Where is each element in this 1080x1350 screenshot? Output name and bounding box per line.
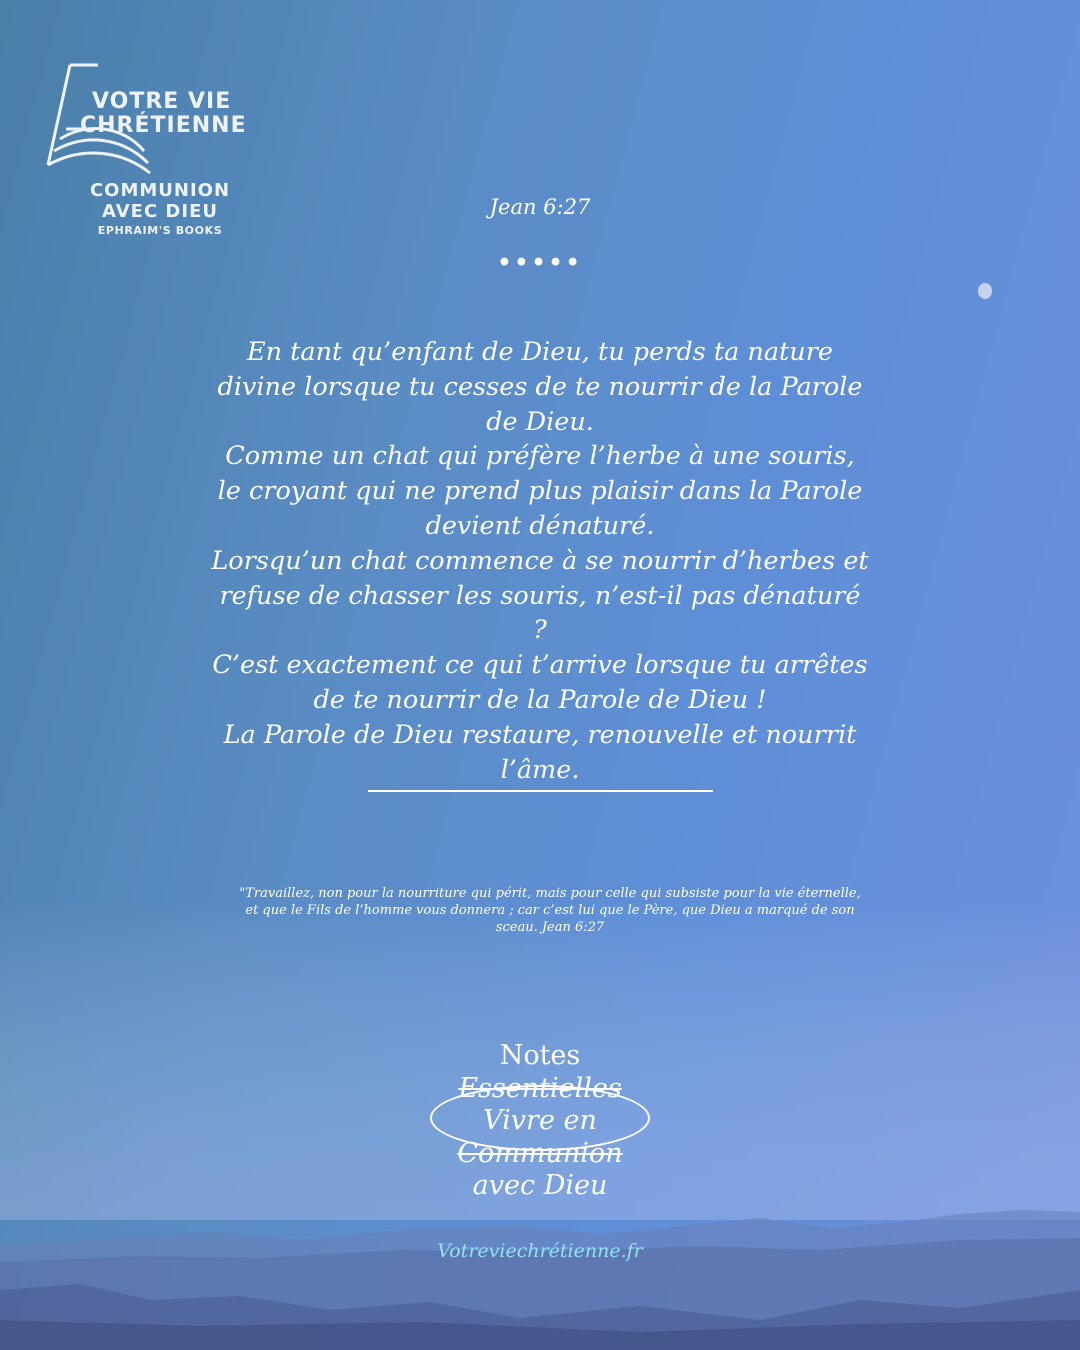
logo-subtitle-avec-dieu: AVEC DIEU <box>102 201 218 222</box>
notes-line-communion: Communion <box>457 1137 623 1169</box>
notes-line-essentielles: Essentielles <box>458 1072 622 1104</box>
devotional-text <box>210 335 870 787</box>
brand-logo <box>40 55 260 245</box>
moon <box>978 283 992 299</box>
notes-line-vivre-en: Vivre en <box>483 1105 597 1136</box>
logo-title-line1: VOTRE VIE <box>92 89 232 114</box>
logo-publisher: EPHRAIM'S BOOKS <box>97 224 223 237</box>
divider-line <box>368 790 713 792</box>
notes-line-notes: Notes <box>499 1040 581 1071</box>
devotional-paragraph: C’est exactement ce qui t’arrive lorsque tu arrêtes de te nourrir de la Parole de Dieu ! <box>212 650 868 715</box>
website-link[interactable]: Votreviechrétienne.fr <box>437 1240 643 1262</box>
devotional-paragraph: En tant qu’enfant de Dieu, tu perds ta nature divine lorsque tu cesses de te nourrir de la Parole de Dieu. <box>217 337 863 437</box>
devotional-paragraph: Comme un chat qui préfère l’herbe à une souris, le croyant qui ne prend plus plaisir dans la Parole devient dénaturé. <box>217 441 863 541</box>
scripture-reference: Jean 6:27 <box>489 195 591 219</box>
logo-title-line2: CHRÉTIENNE <box>80 113 247 138</box>
logo-subtitle-communion: COMMUNION <box>89 180 231 201</box>
devotional-paragraph: La Parole de Dieu restaure, renouvelle et nourrit l’âme. <box>223 719 857 785</box>
bible-verse: "Travaillez, non pour la nourriture qui périt, mais pour celle qui subsiste pour la vie éternelle, et que le Fils de l’homme vous donnera ; car c’est lui que le Père, que Dieu a marqué de son sceau. Jean 6:27 <box>239 886 861 935</box>
devotional-paragraph: Lorsqu’un chat commence à se nourrir d’herbes et refuse de chasser les souris, n’est-il pas dénaturé ? <box>211 545 869 646</box>
dot-separator: ••••• <box>497 250 583 276</box>
notes-title-block <box>390 1040 690 1203</box>
notes-line-avec-dieu: avec Dieu <box>472 1170 608 1201</box>
